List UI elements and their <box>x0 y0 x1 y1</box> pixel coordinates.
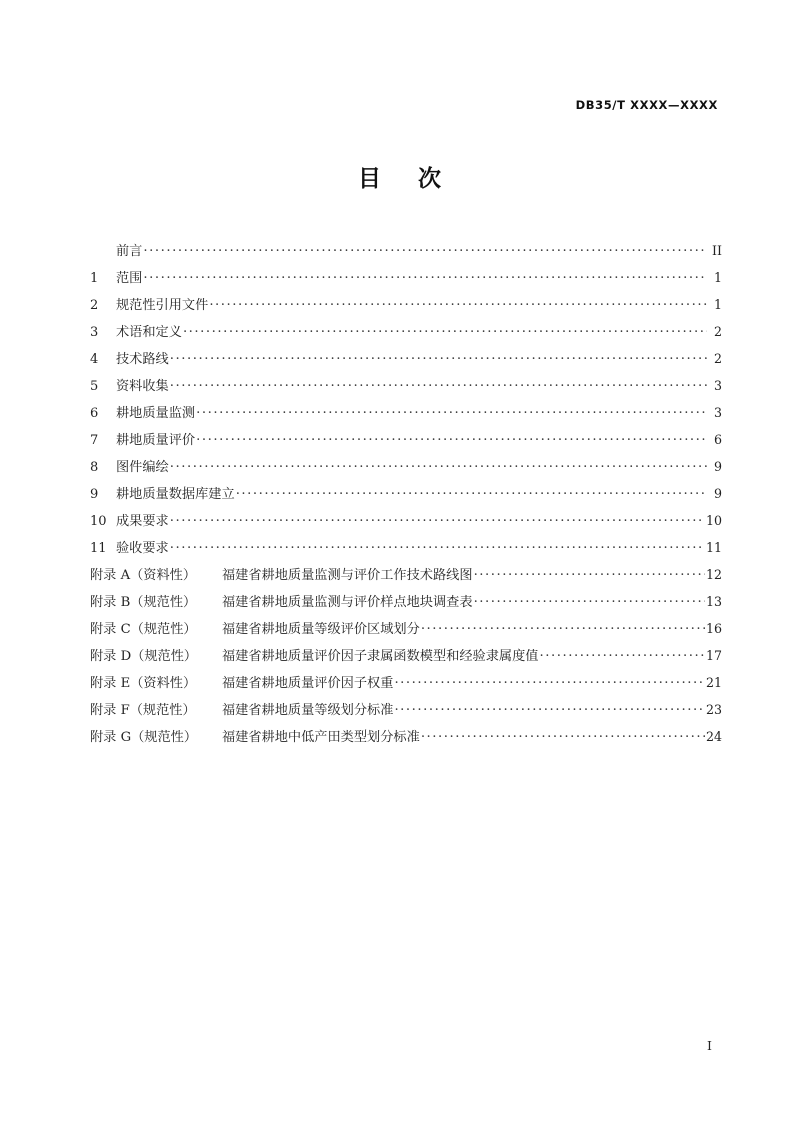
toc-entry-page-number: 16 <box>705 621 722 636</box>
toc-entry-label: 福建省耕地质量监测与评价工作技术路线图 <box>222 568 473 583</box>
toc-entry[interactable] <box>90 618 722 645</box>
toc-entry-number: 4 <box>90 352 99 367</box>
toc-entry-page-number: 1 <box>713 297 722 312</box>
toc-entry[interactable] <box>90 402 722 429</box>
toc-dot-leader <box>143 269 707 282</box>
standard-number-header: DB35/T XXXX—XXXX <box>575 98 718 112</box>
toc-entry-page-number: 3 <box>713 378 722 393</box>
toc-entry-label: 前言 <box>116 244 143 259</box>
page-title: 目 次 <box>357 165 443 192</box>
toc-dot-leader <box>170 512 705 525</box>
toc-entry-page-number: 23 <box>705 702 722 717</box>
toc-entry-label: 资料收集 <box>116 379 169 394</box>
toc-entry-page-number: 10 <box>705 513 722 528</box>
toc-entry-number: 7 <box>90 433 99 448</box>
toc-dot-leader <box>170 350 707 363</box>
toc-entry-tag: 附录 D（规范性） <box>90 649 198 664</box>
toc-entry-page-number: 12 <box>705 567 722 582</box>
toc-entry-label: 福建省耕地质量评价因子隶属函数模型和经验隶属度值 <box>222 649 539 664</box>
toc-entry-number: 10 <box>90 514 107 529</box>
toc-entry-number: 5 <box>90 379 99 394</box>
toc-dot-leader <box>394 674 705 687</box>
toc-entry[interactable] <box>90 510 722 537</box>
toc-entry-label: 规范性引用文件 <box>116 298 209 313</box>
toc-dot-leader <box>540 647 705 660</box>
toc-entry-label: 范围 <box>116 271 143 286</box>
toc-entry[interactable] <box>90 672 722 699</box>
toc-entry-label: 福建省耕地质量等级评价区域划分 <box>222 622 420 637</box>
toc-entry-page-number: 11 <box>705 540 722 555</box>
toc-entry[interactable] <box>90 267 722 294</box>
toc-entry-label: 耕地质量监测 <box>116 406 196 421</box>
toc-entry-label: 成果要求 <box>116 514 169 529</box>
toc-entry-tag: 附录 A（资料性） <box>90 568 197 583</box>
toc-entry-label: 耕地质量数据库建立 <box>116 487 235 502</box>
toc-entry-tag: 附录 F（规范性） <box>90 703 196 718</box>
toc-dot-leader <box>170 539 705 552</box>
toc-entry-tag: 附录 C（规范性） <box>90 622 197 637</box>
toc-entry-label: 福建省耕地质量监测与评价样点地块调查表 <box>222 595 473 610</box>
toc-entry-label: 验收要求 <box>116 541 169 556</box>
toc-entry-number: 1 <box>90 271 99 286</box>
toc-dot-leader <box>143 242 707 255</box>
toc-dot-leader <box>474 566 705 579</box>
toc-entry[interactable] <box>90 591 722 618</box>
toc-entry-number: 6 <box>90 406 99 421</box>
toc-dot-leader <box>170 377 707 390</box>
toc-dot-leader <box>196 431 707 444</box>
toc-entry-tag: 附录 E（资料性） <box>90 676 197 691</box>
toc-entry[interactable] <box>90 429 722 456</box>
toc-entry[interactable] <box>90 456 722 483</box>
toc-dot-leader <box>209 296 707 309</box>
toc-entry-page-number: 6 <box>713 432 722 447</box>
toc-appendix-section <box>90 564 722 753</box>
toc-entry[interactable] <box>90 348 722 375</box>
toc-entry-page-number: 17 <box>705 648 722 663</box>
toc-entry[interactable] <box>90 483 722 510</box>
toc-entry-page-number: 2 <box>713 351 722 366</box>
toc-entry[interactable] <box>90 240 722 267</box>
toc-entry-page-number: 13 <box>705 594 722 609</box>
toc-entry-page-number: 24 <box>705 729 722 744</box>
toc-entry-label: 图件编绘 <box>116 460 169 475</box>
toc-entry[interactable] <box>90 537 722 564</box>
toc-dot-leader <box>236 485 707 498</box>
page-folio: I <box>707 1038 712 1053</box>
toc-dot-leader <box>196 404 707 417</box>
toc-entry[interactable] <box>90 726 722 753</box>
toc-entry-page-number: 21 <box>705 675 722 690</box>
toc-dot-leader <box>394 701 705 714</box>
toc-dot-leader <box>183 323 707 336</box>
toc-entry-page-number: II <box>712 243 722 258</box>
toc-entry-number: 8 <box>90 460 99 475</box>
toc-entry[interactable] <box>90 375 722 402</box>
toc-entry-number: 2 <box>90 298 99 313</box>
toc-entry-page-number: 3 <box>713 405 722 420</box>
toc-entry-tag: 附录 G（规范性） <box>90 730 198 745</box>
toc-dot-leader <box>421 620 705 633</box>
toc-entry[interactable] <box>90 321 722 348</box>
toc-entry[interactable] <box>90 645 722 672</box>
toc-entry[interactable] <box>90 699 722 726</box>
toc-entry-label: 福建省耕地中低产田类型划分标准 <box>222 730 420 745</box>
toc-entry-number: 11 <box>90 541 107 556</box>
toc-entry-label: 耕地质量评价 <box>116 433 196 448</box>
toc-entry-number: 3 <box>90 325 99 340</box>
toc-entry-page-number: 9 <box>713 459 722 474</box>
toc-entry-label: 技术路线 <box>116 352 169 367</box>
toc-entry-page-number: 1 <box>713 270 722 285</box>
toc-entry-page-number: 9 <box>713 486 722 501</box>
toc-dot-leader <box>474 593 705 606</box>
toc-entry-page-number: 2 <box>713 324 722 339</box>
table-of-contents <box>90 240 722 753</box>
toc-entry[interactable] <box>90 294 722 321</box>
toc-entry-number: 9 <box>90 487 99 502</box>
toc-entry[interactable] <box>90 564 722 591</box>
toc-entry-tag: 附录 B（规范性） <box>90 595 197 610</box>
toc-numbered-section <box>90 240 722 564</box>
toc-dot-leader <box>170 458 707 471</box>
toc-dot-leader <box>421 728 705 741</box>
toc-entry-label: 福建省耕地质量等级划分标准 <box>222 703 394 718</box>
toc-entry-label: 术语和定义 <box>116 325 182 340</box>
toc-entry-label: 福建省耕地质量评价因子权重 <box>222 676 394 691</box>
